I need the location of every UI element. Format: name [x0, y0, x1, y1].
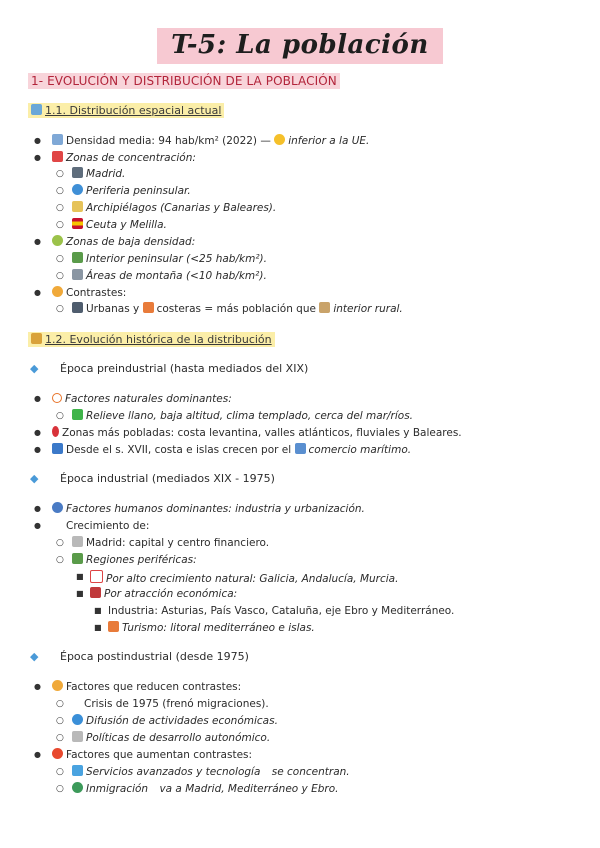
item-text: Por alto crecimiento natural: Galicia, Andalucía, Murcia.: [106, 573, 399, 585]
era-heading: Época industrial (mediados XIX - 1975): [60, 472, 275, 485]
item-text: va a Madrid, Mediterráneo y Ebro.: [159, 783, 339, 795]
item-text: inferior a la UE.: [288, 135, 370, 147]
bullet: [34, 519, 41, 533]
era-heading: Época postindustrial (desde 1975): [60, 650, 249, 663]
item-text: Relieve llano, baja altitud, clima templado, cerca del mar/ríos.: [86, 410, 414, 422]
explosion-icon: [52, 748, 63, 759]
item-text: comercio marítimo.: [308, 444, 412, 456]
anchor-icon: [52, 443, 63, 454]
bullet: [34, 426, 41, 440]
wave-icon: [72, 184, 83, 195]
island-icon: [72, 201, 83, 212]
item-text: Contrastes:: [66, 287, 127, 299]
list-item: [52, 286, 126, 300]
item-text: Regiones periféricas:: [86, 554, 197, 566]
item-text: Densidad media: 94 hab/km² (2022) —: [66, 135, 271, 147]
item-text: Interior peninsular (<25 hab/km²).: [86, 253, 267, 265]
list-item: [90, 587, 237, 601]
list-item: [72, 269, 267, 283]
redpin-icon: [52, 426, 59, 437]
item-text: Por atracción económica:: [104, 588, 238, 600]
bullet: [56, 536, 64, 550]
bullet: [56, 184, 64, 198]
bullet: [56, 252, 64, 266]
list-item: [108, 604, 454, 618]
list-item: [52, 426, 462, 440]
item-text: Desde el s. XVII, costa e islas crecen por el: [66, 444, 292, 456]
bullet: [34, 134, 41, 148]
map-icon: [31, 104, 42, 115]
bullet: [94, 621, 102, 635]
item-text: Zonas más pobladas: costa levantina, valles atlánticos, fluviales y Baleares.: [62, 427, 462, 439]
bullet: [34, 443, 41, 457]
bullet: [34, 502, 41, 516]
bullet: [56, 765, 64, 779]
worker-icon: [52, 502, 63, 513]
item-text: Factores que aumentan contrastes:: [66, 749, 253, 761]
item-text: Factores que reducen contrastes:: [66, 681, 242, 693]
item-text: Urbanas y: [86, 303, 140, 315]
bullet: [94, 604, 102, 618]
item-text: Inmigración: [86, 783, 149, 795]
bullet: [76, 587, 84, 601]
page-title: T-5: La población: [157, 28, 443, 64]
diamond-icon: ◆: [30, 472, 39, 485]
list-item: [72, 218, 167, 232]
list-item: [72, 252, 267, 266]
bullet: [56, 167, 64, 181]
subsection-label: 1.1. Distribución espacial actual: [45, 104, 222, 117]
check-icon: [72, 409, 83, 420]
list-item: [52, 680, 241, 694]
item-text: Turismo: litoral mediterráneo e islas.: [122, 622, 315, 634]
factory-icon: [90, 587, 101, 598]
bullet: [56, 201, 64, 215]
list-item: [72, 553, 197, 567]
list-item: [72, 302, 403, 316]
beach-icon: [108, 621, 119, 632]
leaf-icon: [52, 235, 63, 246]
item-text: Madrid.: [86, 168, 126, 180]
diamond-icon: ◆: [30, 650, 39, 663]
list-item: [72, 167, 125, 181]
item-text: Factores humanos dominantes: industria y urbanización.: [66, 503, 365, 515]
laptop-icon: [72, 765, 83, 776]
beach-icon: [143, 302, 154, 313]
item-text: Políticas de desarrollo autonómico.: [86, 732, 271, 744]
list-item: [72, 184, 191, 198]
bullet: [56, 697, 64, 711]
diamond-icon: ◆: [30, 362, 39, 375]
subsection-heading-1-2: [28, 332, 275, 347]
bullet: [34, 286, 41, 300]
section-heading-1: 1- EVOLUCIÓN Y DISTRIBUCIÓN DE LA POBLACIÓN: [28, 73, 340, 89]
temple-icon: [72, 536, 83, 547]
bullet: [56, 731, 64, 745]
item-text: Servicios avanzados y tecnología: [86, 766, 261, 778]
globe-icon: [72, 714, 83, 725]
temple-icon: [72, 731, 83, 742]
earth-icon: [72, 782, 83, 793]
bullet: [34, 392, 41, 406]
item-text: interior rural.: [333, 303, 403, 315]
title-area: [0, 28, 600, 64]
list-item: [66, 519, 149, 533]
list-item: [90, 570, 398, 586]
contrast-icon: [52, 286, 63, 297]
bullet: [56, 269, 64, 283]
list-item: [84, 697, 269, 711]
bullet: [56, 553, 64, 567]
bullet: [34, 235, 41, 249]
contrast-icon: [52, 680, 63, 691]
list-item: [72, 782, 338, 796]
sun-icon: [274, 134, 285, 145]
bullet: [56, 409, 64, 423]
item-text: Archipiélagos (Canarias y Baleares).: [86, 202, 277, 214]
item-text: Ceuta y Melilla.: [86, 219, 167, 231]
list-item: [52, 748, 252, 762]
field-icon: [72, 553, 83, 564]
bullet: [56, 714, 64, 728]
item-text: Zonas de concentración:: [66, 152, 196, 164]
bullet: [56, 302, 64, 316]
item-text: Industria: Asturias, País Vasco, Cataluña, eje Ebro y Mediterráneo.: [108, 605, 455, 617]
item-text: Crecimiento de:: [66, 520, 150, 532]
list-item: [108, 621, 315, 635]
item-text: se concentran.: [271, 766, 350, 778]
temple-icon: [31, 333, 42, 344]
item-text: Factores naturales dominantes:: [65, 393, 232, 405]
pin-icon: [52, 151, 63, 162]
bullet: [34, 151, 41, 165]
mountain-icon: [72, 269, 83, 280]
trend-icon: [90, 570, 103, 583]
city-icon: [72, 167, 83, 178]
item-text: Áreas de montaña (<10 hab/km²).: [86, 270, 267, 282]
list-item: [52, 151, 196, 165]
list-item: [52, 392, 232, 406]
era-heading: Época preindustrial (hasta mediados del XIX): [60, 362, 309, 375]
list-item: [72, 765, 350, 779]
list-item: [72, 201, 276, 215]
chart-icon: [52, 134, 63, 145]
item-text: Periferia peninsular.: [86, 185, 191, 197]
forbid-icon: [52, 393, 62, 403]
subsection-label: 1.2. Evolución histórica de la distribución: [45, 333, 272, 346]
list-item: [52, 502, 365, 516]
bullet: [56, 218, 64, 232]
list-item: [72, 409, 413, 423]
list-item: [52, 235, 195, 249]
list-item: [72, 536, 269, 550]
list-item: [72, 731, 270, 745]
list-item: [52, 134, 369, 148]
list-item: [52, 443, 411, 457]
field-icon: [72, 252, 83, 263]
item-text: Crisis de 1975 (frenó migraciones).: [84, 698, 269, 710]
bullet: [56, 782, 64, 796]
bullet: [76, 570, 84, 584]
house-icon: [319, 302, 330, 313]
item-text: Difusión de actividades económicas.: [86, 715, 278, 727]
flag-icon: [72, 218, 83, 229]
subsection-heading-1-1: [28, 103, 224, 118]
item-text: costeras = más población que: [156, 303, 316, 315]
bullet: [34, 680, 41, 694]
item-text: Madrid: capital y centro financiero.: [86, 537, 270, 549]
buildings-icon: [72, 302, 83, 313]
item-text: Zonas de baja densidad:: [66, 236, 196, 248]
list-item: [72, 714, 278, 728]
bullet: [34, 748, 41, 762]
ship-icon: [295, 443, 306, 454]
